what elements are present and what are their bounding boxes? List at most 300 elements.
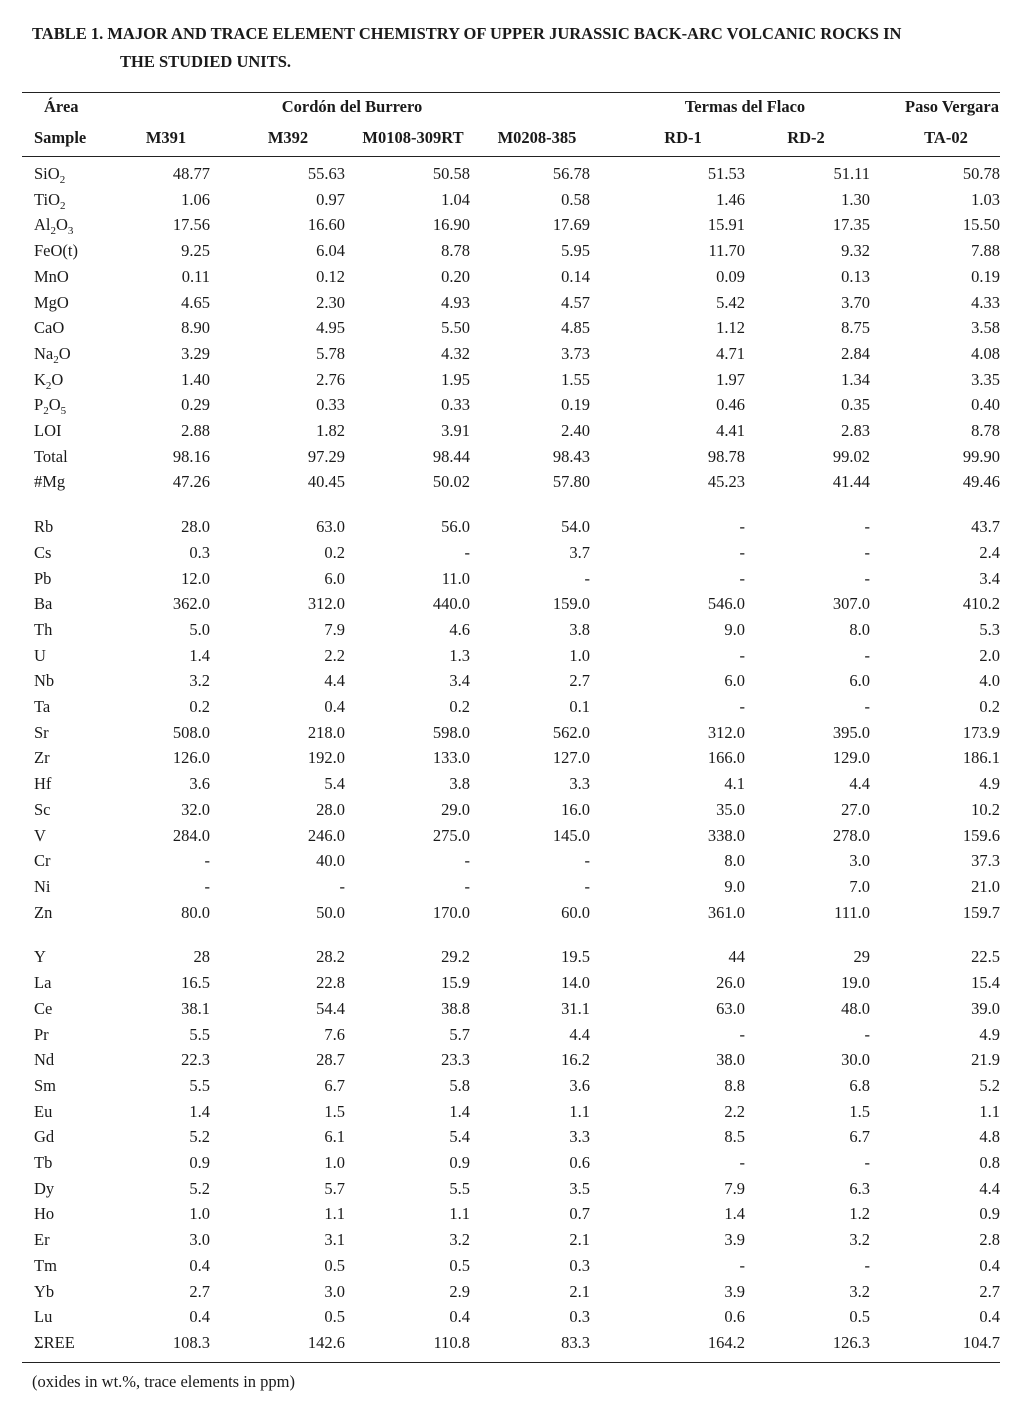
- row-label: [22, 617, 122, 643]
- table-row: [22, 1176, 1000, 1202]
- value-cell: 3.2: [449, 1230, 470, 1250]
- value-cell: 0.2: [324, 542, 345, 562]
- row-label: [22, 1304, 122, 1330]
- area-cordon-del-burrero: Cordón del Burrero: [281, 97, 423, 116]
- value-cell: 440.0: [432, 594, 470, 614]
- table-row: [22, 418, 1000, 444]
- value-cell: 98.78: [707, 446, 745, 466]
- row-label: [22, 823, 122, 849]
- value-cell: 47.26: [172, 472, 210, 492]
- value-cell: 5.4: [324, 774, 345, 794]
- table-row: [22, 367, 1000, 393]
- value-cell: 5.2: [189, 1127, 210, 1147]
- row-label: [22, 1073, 122, 1099]
- value-cell: 54.4: [316, 998, 345, 1018]
- table-row: [22, 290, 1000, 316]
- value-cell: 0.11: [181, 266, 210, 286]
- value-cell: 0.2: [189, 697, 210, 717]
- value-cell: 1.12: [716, 318, 745, 338]
- sample-header: M391: [145, 128, 187, 147]
- value-cell: 5.2: [979, 1075, 1000, 1095]
- value-cell: 3.3: [569, 774, 590, 794]
- value-cell: 3.29: [181, 343, 210, 363]
- label-text: SiO: [34, 164, 60, 183]
- value-cell: 98.43: [552, 446, 590, 466]
- value-cell: 28: [193, 947, 210, 967]
- group-spacer: [22, 495, 1000, 514]
- row-label: [22, 566, 122, 592]
- label-subscript: 2: [59, 174, 66, 186]
- label-subscript: 2: [45, 379, 52, 392]
- label-text: Tb: [34, 1153, 53, 1173]
- value-cell: -: [864, 1153, 870, 1173]
- value-cell: 15.50: [962, 215, 1000, 235]
- value-cell: 51.53: [707, 164, 745, 183]
- value-cell: -: [204, 876, 210, 896]
- value-cell: 1.04: [441, 189, 470, 209]
- value-cell: -: [864, 1024, 870, 1044]
- value-cell: 8.78: [971, 421, 1000, 441]
- label-text: O: [48, 395, 61, 415]
- value-cell: 5.7: [449, 1024, 470, 1044]
- value-cell: 7.9: [324, 619, 345, 639]
- value-cell: -: [864, 568, 870, 588]
- label-text: Gd: [34, 1127, 55, 1147]
- value-cell: 28.0: [181, 517, 210, 537]
- label-text: TiO: [34, 189, 60, 209]
- value-cell: 16.2: [561, 1050, 590, 1070]
- value-cell: 0.6: [569, 1153, 590, 1173]
- value-cell: 1.06: [181, 189, 210, 209]
- value-cell: 284.0: [172, 825, 210, 845]
- value-cell: 2.7: [979, 1281, 1000, 1301]
- table-row: [22, 694, 1000, 720]
- value-cell: 1.1: [979, 1101, 1000, 1121]
- value-cell: 98.16: [172, 446, 210, 466]
- value-cell: 16.90: [432, 215, 470, 235]
- value-cell: 312.0: [707, 722, 745, 742]
- value-cell: 1.34: [841, 369, 870, 389]
- value-cell: 164.2: [707, 1332, 745, 1352]
- row-label: [22, 643, 122, 669]
- value-cell: 142.6: [307, 1332, 345, 1352]
- table-row: [22, 643, 1000, 669]
- value-cell: -: [464, 876, 470, 896]
- row-label: [22, 970, 122, 996]
- value-cell: 6.7: [849, 1127, 870, 1147]
- table-row: [22, 540, 1000, 566]
- value-cell: 1.97: [716, 369, 745, 389]
- value-cell: 0.6: [724, 1307, 745, 1327]
- value-cell: 43.7: [971, 517, 1000, 537]
- value-cell: 8.8: [724, 1075, 745, 1095]
- value-cell: 97.29: [307, 446, 345, 466]
- value-cell: 4.4: [569, 1024, 590, 1044]
- value-cell: 99.90: [962, 446, 1000, 466]
- sample-header: RD-2: [787, 128, 825, 147]
- table-row: [22, 720, 1000, 746]
- value-cell: 5.78: [316, 343, 345, 363]
- label-text: Zn: [34, 902, 53, 922]
- value-cell: 45.23: [707, 472, 745, 492]
- label-subscript: 2: [60, 199, 66, 212]
- value-cell: 5.0: [189, 619, 210, 639]
- value-cell: 5.7: [324, 1178, 345, 1198]
- label-text: O: [51, 369, 64, 389]
- table-row: [22, 469, 1000, 495]
- value-cell: -: [864, 1255, 870, 1275]
- label-text: Hf: [34, 774, 52, 794]
- value-cell: 1.46: [716, 189, 745, 209]
- table-row: [22, 874, 1000, 900]
- top-rule: [22, 92, 1000, 93]
- row-label: [22, 187, 122, 213]
- row-label: [22, 540, 122, 566]
- label-text: K: [34, 369, 46, 389]
- row-label: [22, 745, 122, 771]
- table-row: [22, 1022, 1000, 1048]
- value-cell: 6.0: [849, 671, 870, 691]
- sample-header: TA-02: [924, 128, 968, 147]
- value-cell: 5.42: [716, 292, 745, 312]
- value-cell: 49.46: [962, 472, 1000, 492]
- value-cell: 173.9: [962, 722, 1000, 742]
- value-cell: 3.0: [849, 851, 870, 871]
- table-row: [22, 264, 1000, 290]
- value-cell: 3.6: [569, 1075, 590, 1095]
- value-cell: 8.75: [841, 318, 870, 338]
- label-text: Pb: [34, 568, 52, 588]
- table-row: [22, 212, 1000, 238]
- value-cell: 1.30: [841, 189, 870, 209]
- value-cell: 0.46: [716, 395, 745, 415]
- value-cell: 2.83: [841, 421, 870, 441]
- value-cell: 29.0: [441, 799, 470, 819]
- label-text: Sr: [34, 722, 49, 742]
- value-cell: 2.84: [841, 343, 870, 363]
- table-row: [22, 668, 1000, 694]
- sample-header: RD-1: [664, 128, 702, 147]
- value-cell: 38.1: [181, 998, 210, 1018]
- sample-header: M0208-385: [497, 128, 577, 147]
- value-cell: 0.35: [841, 395, 870, 415]
- value-cell: 2.8: [979, 1230, 1000, 1250]
- value-cell: 4.4: [324, 671, 345, 691]
- value-cell: 4.4: [979, 1178, 1000, 1198]
- row-label: [22, 444, 122, 470]
- value-cell: 8.5: [724, 1127, 745, 1147]
- value-cell: 50.0: [316, 902, 345, 922]
- table-row: [22, 1124, 1000, 1150]
- value-cell: 56.78: [552, 164, 590, 183]
- value-cell: -: [584, 851, 590, 871]
- row-label: [22, 874, 122, 900]
- value-cell: 0.4: [979, 1307, 1000, 1327]
- value-cell: 4.85: [561, 318, 590, 338]
- value-cell: -: [204, 851, 210, 871]
- value-cell: 218.0: [307, 722, 345, 742]
- value-cell: 4.8: [979, 1127, 1000, 1147]
- value-cell: 0.1: [569, 697, 590, 717]
- value-cell: 31.1: [561, 998, 590, 1018]
- value-cell: 7.6: [324, 1024, 345, 1044]
- value-cell: 83.3: [561, 1332, 590, 1352]
- value-cell: 307.0: [832, 594, 870, 614]
- row-label: [22, 264, 122, 290]
- label-subscript: 2: [43, 405, 49, 418]
- value-cell: 4.71: [716, 343, 745, 363]
- table-row: [22, 566, 1000, 592]
- value-cell: 159.6: [962, 825, 1000, 845]
- row-label: [22, 996, 122, 1022]
- value-cell: 0.9: [979, 1204, 1000, 1224]
- table-row: [22, 1227, 1000, 1253]
- value-cell: 0.09: [716, 266, 745, 286]
- row-label: [22, 591, 122, 617]
- value-cell: 0.3: [569, 1307, 590, 1327]
- value-cell: 1.5: [324, 1101, 345, 1121]
- label-text: MgO: [34, 292, 69, 312]
- label-text: La: [34, 973, 52, 993]
- label-text: Ta: [34, 697, 51, 717]
- value-cell: 80.0: [181, 902, 210, 922]
- value-cell: 29: [853, 947, 870, 967]
- value-cell: 40.45: [307, 472, 345, 492]
- label-text: Th: [34, 619, 53, 639]
- value-cell: 1.3: [449, 645, 470, 665]
- value-cell: 98.44: [432, 446, 470, 466]
- label-text: ΣREE: [34, 1332, 75, 1352]
- value-cell: 37.3: [971, 851, 1000, 871]
- label-text: Er: [34, 1230, 50, 1250]
- value-cell: 5.8: [449, 1075, 470, 1095]
- value-cell: 40.0: [316, 851, 345, 871]
- value-cell: -: [584, 568, 590, 588]
- value-cell: 8.0: [849, 619, 870, 639]
- value-cell: 6.0: [324, 568, 345, 588]
- value-cell: 0.5: [449, 1255, 470, 1275]
- table-row: [22, 745, 1000, 771]
- value-cell: 23.3: [441, 1050, 470, 1070]
- value-cell: 0.4: [324, 697, 345, 717]
- value-cell: 1.4: [189, 645, 210, 665]
- label-subscript: 3: [67, 225, 74, 238]
- value-cell: 1.4: [724, 1204, 745, 1224]
- label-text: Rb: [34, 517, 54, 537]
- value-cell: 3.91: [441, 421, 470, 441]
- value-cell: -: [739, 517, 745, 537]
- value-cell: -: [739, 542, 745, 562]
- value-cell: 3.4: [449, 671, 470, 691]
- row-label: [22, 1099, 122, 1125]
- value-cell: 38.0: [716, 1050, 745, 1070]
- value-cell: 2.7: [569, 671, 590, 691]
- value-cell: 1.5: [849, 1101, 870, 1121]
- value-cell: -: [464, 851, 470, 871]
- label-text: O: [56, 215, 68, 235]
- value-cell: 127.0: [552, 748, 590, 768]
- label-subscript: 2: [53, 353, 59, 366]
- value-cell: 3.1: [324, 1230, 345, 1250]
- value-cell: 546.0: [707, 594, 745, 614]
- label-text: Na: [34, 343, 54, 363]
- row-label: [22, 797, 122, 823]
- label-text: FeO(t): [34, 241, 78, 261]
- value-cell: 0.97: [316, 189, 345, 209]
- value-cell: 38.8: [441, 998, 470, 1018]
- table-row: [22, 161, 1000, 187]
- value-cell: 30.0: [841, 1050, 870, 1070]
- value-cell: 0.9: [449, 1153, 470, 1173]
- row-label: [22, 1227, 122, 1253]
- value-cell: 1.82: [316, 421, 345, 441]
- value-cell: 395.0: [832, 722, 870, 742]
- value-cell: 8.0: [724, 851, 745, 871]
- value-cell: 32.0: [181, 799, 210, 819]
- chemistry-table: [22, 161, 1000, 1356]
- value-cell: 0.20: [441, 266, 470, 286]
- value-cell: 99.02: [832, 446, 870, 466]
- value-cell: 4.4: [849, 774, 870, 794]
- value-cell: 4.32: [441, 343, 470, 363]
- label-text: Nb: [34, 671, 55, 691]
- value-cell: 3.4: [979, 568, 1000, 588]
- value-cell: 63.0: [316, 517, 345, 537]
- value-cell: 1.4: [189, 1101, 210, 1121]
- value-cell: 2.40: [561, 421, 590, 441]
- row-label: [22, 1124, 122, 1150]
- value-cell: 35.0: [716, 799, 745, 819]
- label-text: CaO: [34, 318, 65, 338]
- value-cell: 6.04: [316, 241, 345, 261]
- value-cell: 2.4: [979, 542, 1000, 562]
- value-cell: 12.0: [181, 568, 210, 588]
- value-cell: 2.1: [569, 1281, 590, 1301]
- row-label: [22, 694, 122, 720]
- label-text: Yb: [34, 1281, 55, 1301]
- value-cell: -: [739, 1153, 745, 1173]
- value-cell: 3.3: [569, 1127, 590, 1147]
- value-cell: 4.9: [979, 1024, 1000, 1044]
- value-cell: 3.70: [841, 292, 870, 312]
- value-cell: 7.88: [971, 241, 1000, 261]
- table-row: [22, 1304, 1000, 1330]
- label-text: Tm: [34, 1255, 57, 1275]
- value-cell: 41.44: [832, 472, 870, 492]
- row-label: [22, 161, 122, 187]
- value-cell: 4.95: [316, 318, 345, 338]
- value-cell: 3.58: [971, 318, 1000, 338]
- value-cell: 51.11: [833, 164, 870, 183]
- value-cell: 28.7: [316, 1050, 345, 1070]
- value-cell: 410.2: [962, 594, 1000, 614]
- value-cell: 1.1: [324, 1204, 345, 1224]
- value-cell: 48.0: [841, 998, 870, 1018]
- row-label: [22, 1022, 122, 1048]
- label-text: MnO: [34, 266, 69, 286]
- value-cell: 0.2: [979, 697, 1000, 717]
- value-cell: 55.63: [307, 164, 345, 183]
- value-cell: -: [739, 1255, 745, 1275]
- label-text: Y: [34, 947, 46, 967]
- label-text: U: [34, 645, 46, 665]
- value-cell: 3.73: [561, 343, 590, 363]
- value-cell: 5.4: [449, 1127, 470, 1147]
- table-row: [22, 771, 1000, 797]
- value-cell: 111.0: [834, 902, 870, 922]
- value-cell: 3.8: [569, 619, 590, 639]
- value-cell: 0.4: [449, 1307, 470, 1327]
- value-cell: 3.2: [849, 1281, 870, 1301]
- sample-header-label: Sample: [34, 128, 87, 147]
- label-text: Zr: [34, 748, 50, 768]
- value-cell: 0.5: [849, 1307, 870, 1327]
- value-cell: 9.25: [181, 241, 210, 261]
- value-cell: 3.8: [449, 774, 470, 794]
- value-cell: 508.0: [172, 722, 210, 742]
- row-label: [22, 1047, 122, 1073]
- value-cell: 170.0: [432, 902, 470, 922]
- table-row: [22, 1047, 1000, 1073]
- value-cell: 56.0: [441, 517, 470, 537]
- value-cell: 4.6: [449, 619, 470, 639]
- value-cell: 2.0: [979, 645, 1000, 665]
- table-row: [22, 996, 1000, 1022]
- label-text: Sc: [34, 799, 51, 819]
- row-label: [22, 418, 122, 444]
- value-cell: 11.0: [441, 568, 470, 588]
- table-row: [22, 944, 1000, 970]
- value-cell: 21.9: [971, 1050, 1000, 1070]
- label-text: Pr: [34, 1024, 49, 1044]
- value-cell: 17.35: [832, 215, 870, 235]
- spacer-cell: [22, 925, 1000, 944]
- value-cell: 278.0: [832, 825, 870, 845]
- row-label: [22, 944, 122, 970]
- value-cell: 0.40: [971, 395, 1000, 415]
- value-cell: 5.50: [441, 318, 470, 338]
- spacer-cell: [22, 495, 1000, 514]
- label-text: Ni: [34, 876, 51, 896]
- value-cell: 28.0: [316, 799, 345, 819]
- table-row: [22, 1330, 1000, 1356]
- value-cell: 2.7: [189, 1281, 210, 1301]
- header-rule: [22, 156, 1000, 157]
- value-cell: 50.58: [432, 164, 470, 183]
- value-cell: 54.0: [561, 517, 590, 537]
- value-cell: 5.5: [189, 1024, 210, 1044]
- value-cell: 0.2: [449, 697, 470, 717]
- value-cell: 26.0: [716, 973, 745, 993]
- area-header-label: Área: [44, 97, 79, 116]
- row-label: [22, 212, 122, 238]
- sample-header: M392: [267, 128, 309, 147]
- value-cell: -: [739, 568, 745, 588]
- table-row: [22, 1201, 1000, 1227]
- table-title-line-2: THE STUDIED UNITS.: [120, 52, 292, 71]
- value-cell: 133.0: [432, 748, 470, 768]
- label-subscript: 5: [60, 405, 67, 418]
- value-cell: 5.2: [189, 1178, 210, 1198]
- value-cell: 0.9: [189, 1153, 210, 1173]
- table-row: [22, 591, 1000, 617]
- value-cell: 11.70: [708, 241, 745, 261]
- table-row: [22, 1150, 1000, 1176]
- value-cell: 0.4: [979, 1255, 1000, 1275]
- value-cell: 1.2: [849, 1204, 870, 1224]
- value-cell: 2.2: [724, 1101, 745, 1121]
- value-cell: 48.77: [172, 164, 210, 183]
